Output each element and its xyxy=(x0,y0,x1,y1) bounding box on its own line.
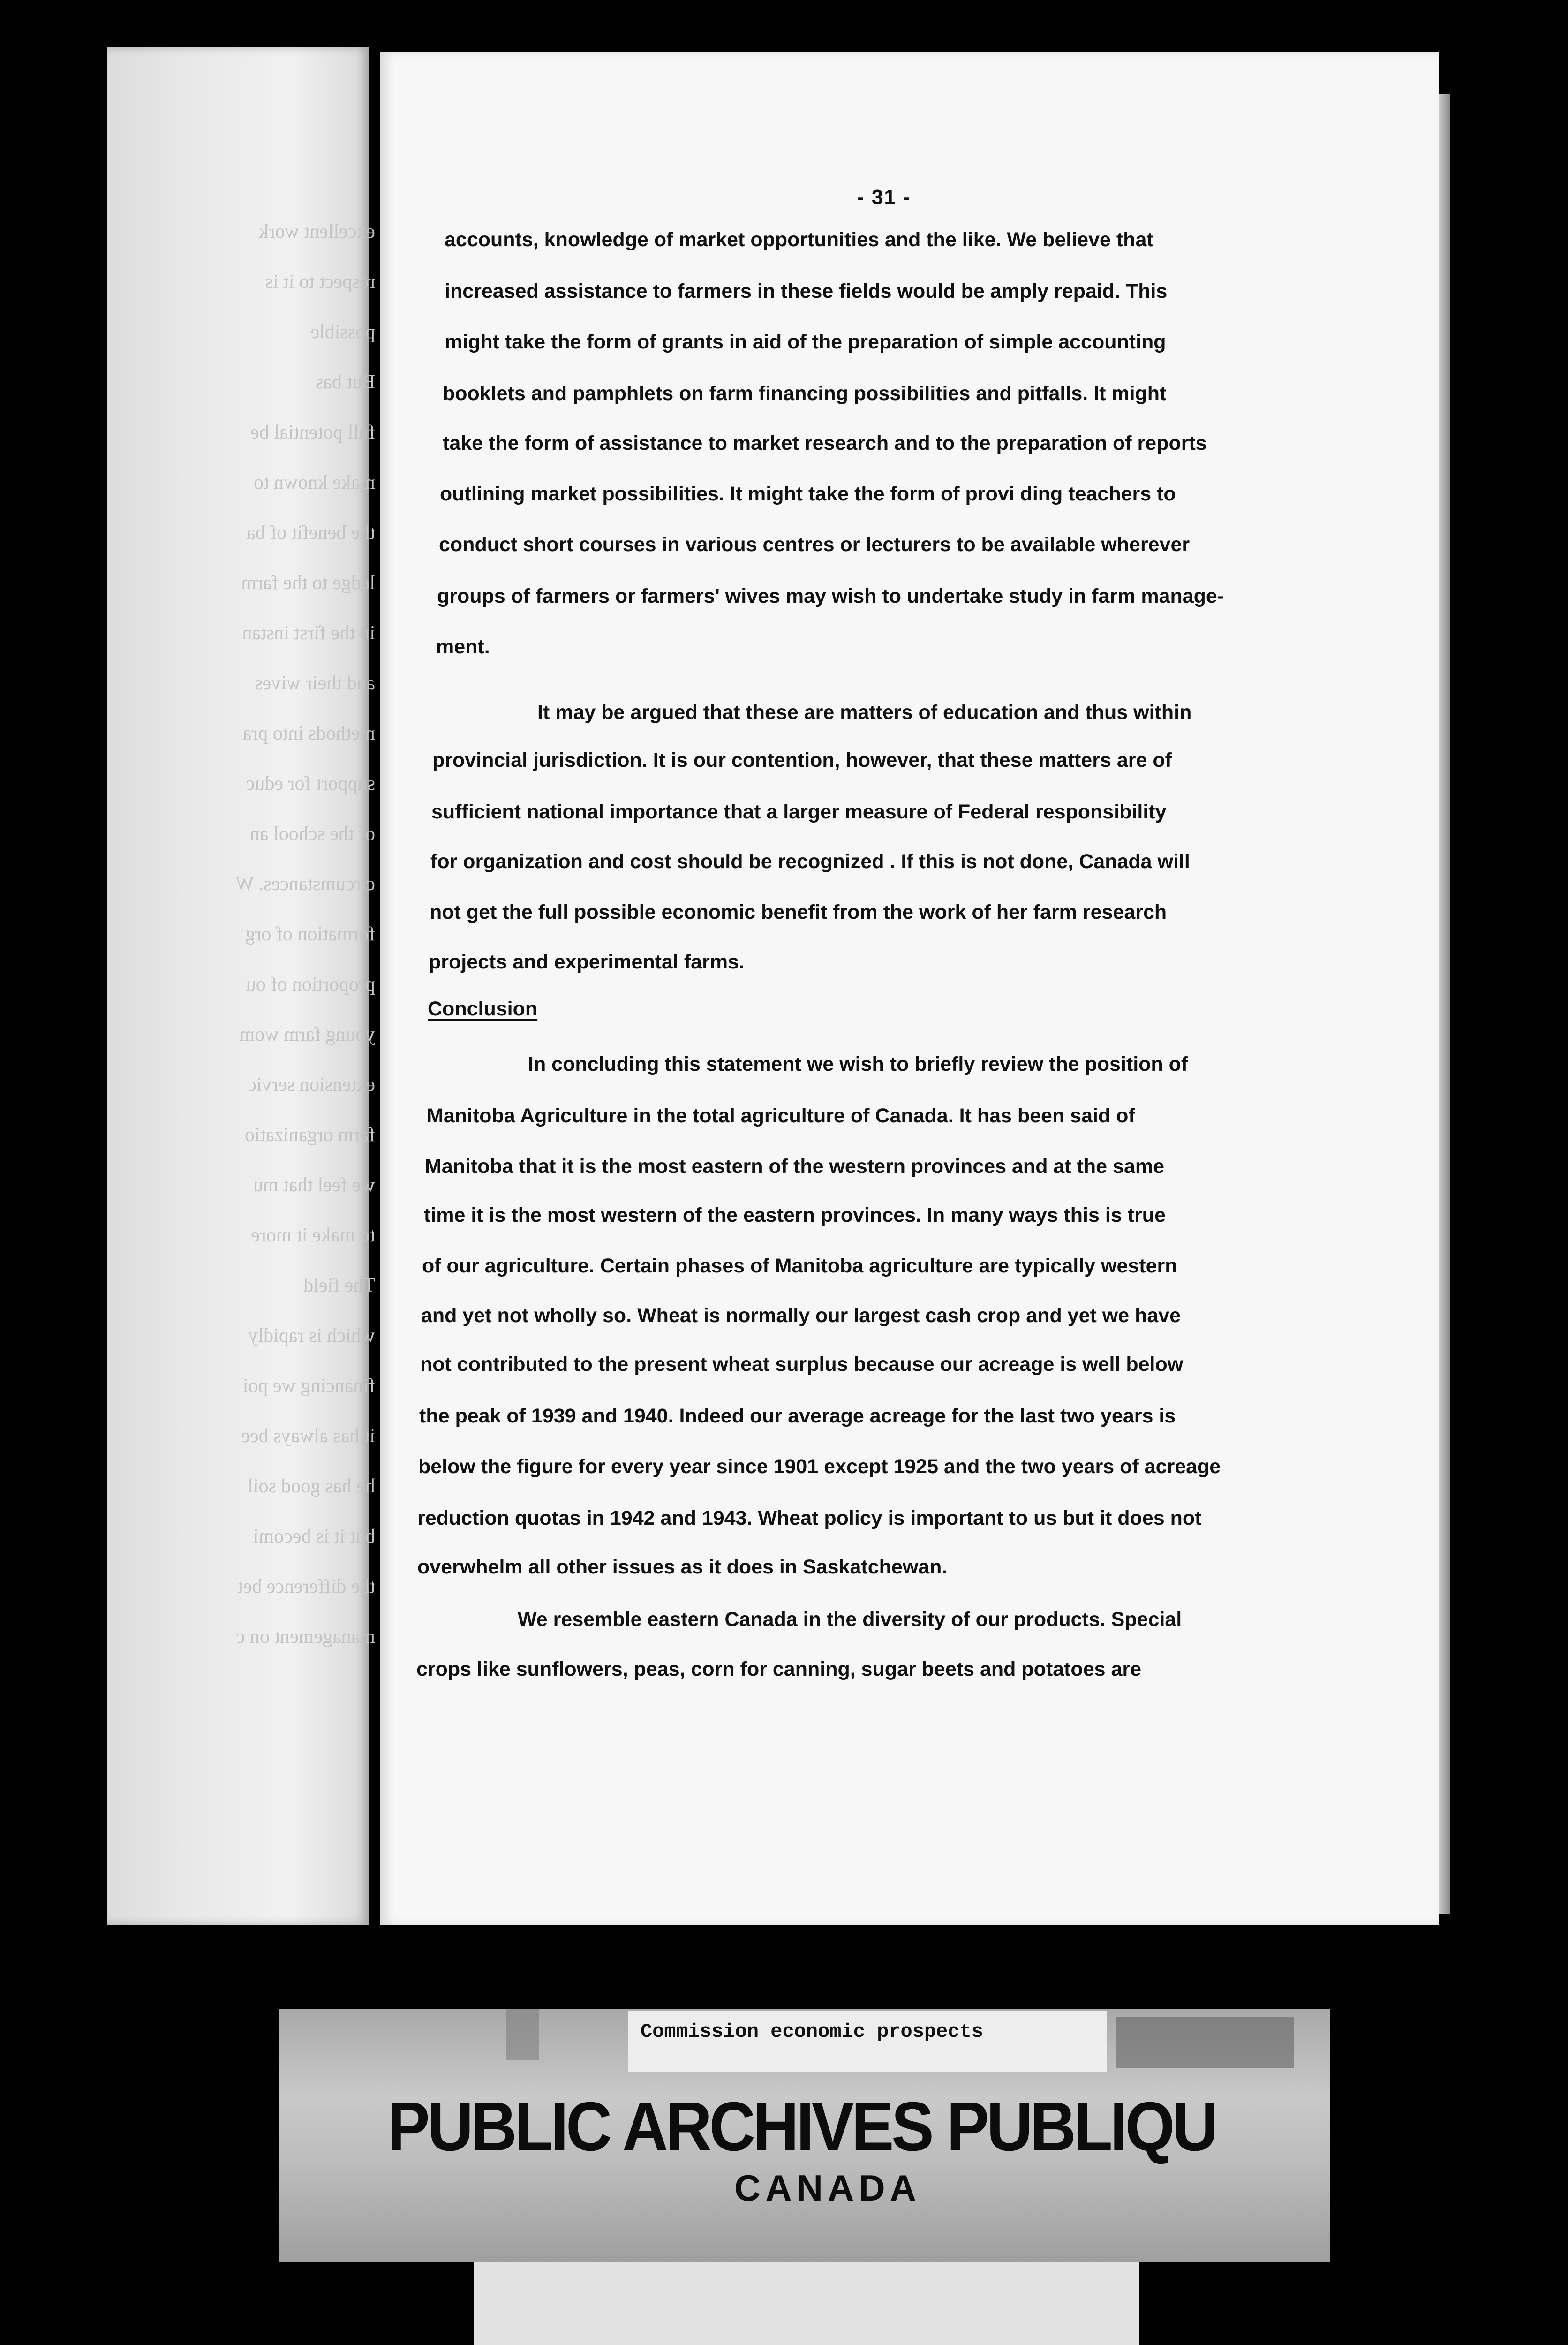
ghost-text-line: to make it more xyxy=(251,1225,375,1246)
text-line: projects and experimental farms. xyxy=(429,951,745,973)
ghost-text-line: possible xyxy=(310,321,375,343)
text-line: sufficient national importance that a larger measure of Federal responsibility xyxy=(431,801,1167,823)
ghost-text-line: But bas xyxy=(315,371,375,393)
label-tear xyxy=(1116,2017,1294,2068)
archive-title: PUBLIC ARCHIVES PUBLIQU xyxy=(387,2088,1216,2165)
text-line: booklets and pamphlets on farm financing possibilities and pitfalls. It might xyxy=(443,382,1167,405)
text-line: and yet not wholly so. Wheat is normally our largest cash crop and yet we have xyxy=(421,1304,1181,1327)
page-number: - 31 - xyxy=(857,186,911,209)
page-edge xyxy=(1439,94,1450,1914)
ghost-text-line: financing we poi xyxy=(242,1375,375,1397)
ghost-text-line: respect to it is xyxy=(265,271,375,293)
ghost-text-line: The field xyxy=(303,1275,375,1296)
ghost-text-line: we feel that mu xyxy=(253,1174,375,1196)
text-line: conduct short courses in various centres or lecturers to be available wherever xyxy=(439,533,1190,556)
text-line: increased assistance to farmers in these fields would be amply repaid. This xyxy=(445,280,1168,303)
ghost-text-line: proportion of ou xyxy=(246,974,375,995)
ghost-text-line: but it is becomi xyxy=(253,1526,375,1547)
ghost-text-line: it has always bee xyxy=(241,1425,375,1447)
text-line: crops like sunflowers, peas, corn for canning, sugar beets and potatoes are xyxy=(416,1658,1142,1680)
text-line: Manitoba that it is the most eastern of the western provinces and at the same xyxy=(425,1155,1165,1178)
ghost-text-line: in the first instan xyxy=(242,622,375,644)
text-line: might take the form of grants in aid of the preparation of simple accounting xyxy=(445,331,1166,353)
ghost-text-line: farm organizatio xyxy=(245,1124,375,1146)
archive-label-tab xyxy=(474,2262,1139,2345)
ghost-text-line: of the school an xyxy=(249,823,375,845)
text-line: outlining market possibilities. It might take the form of provi ding teachers to xyxy=(440,483,1176,505)
text-line: groups of farmers or farmers' wives may wish to undertake study in farm manage- xyxy=(437,585,1224,607)
text-line: We resemble eastern Canada in the diversity of our products. Special xyxy=(518,1608,1182,1631)
ghost-text-line: formation of org xyxy=(245,923,375,945)
text-line: for organization and cost should be recognized . If this is not done, Canada will xyxy=(430,850,1190,873)
text-line: time it is the most western of the eastern provinces. In many ways this is true xyxy=(424,1204,1166,1226)
ghost-text-line: the benefit of ba xyxy=(246,522,375,544)
text-line: ment. xyxy=(436,635,490,658)
ghost-text-line: circumstances. W xyxy=(235,873,375,895)
text-line: reduction quotas in 1942 and 1943. Wheat policy is important to us but it does not xyxy=(417,1507,1202,1529)
text-line: not get the full possible economic benefit from the work of her farm research xyxy=(430,901,1167,923)
text-line: Manitoba Agriculture in the total agriculture of Canada. It has been said of xyxy=(427,1104,1135,1127)
archive-country: CANADA xyxy=(734,2167,921,2209)
ghost-text-line: methods into pra xyxy=(242,723,375,744)
ghost-text-line: support for educ xyxy=(246,773,375,794)
text-line: of our agriculture. Certain phases of Manitoba agriculture are typically western xyxy=(422,1255,1177,1277)
label-tear xyxy=(506,2009,539,2060)
ghost-text-line: management on c xyxy=(236,1626,375,1648)
ghost-text-line: he has good soil xyxy=(248,1475,375,1497)
text-line: take the form of assistance to market research and to the preparation of reports xyxy=(443,432,1207,454)
text-line: below the figure for every year since 1901 except 1925 and the two years of acreage xyxy=(418,1455,1221,1478)
ghost-text-line: excellent work xyxy=(258,221,375,242)
archive-caption: Commission economic prospects xyxy=(641,2020,983,2043)
text-line: overwhelm all other issues as it does in Saskatchewan. xyxy=(417,1556,948,1578)
section-heading: Conclusion xyxy=(428,998,538,1020)
text-line: accounts, knowledge of market opportunities and the like. We believe that xyxy=(445,228,1153,251)
text-line: provincial jurisdiction. It is our contention, however, that these matters are of xyxy=(432,749,1172,772)
ghost-text-line: the difference bet xyxy=(237,1576,375,1597)
ghost-text-line: ledge to the farm xyxy=(241,572,375,594)
text-line: In concluding this statement we wish to briefly review the position of xyxy=(528,1053,1188,1075)
ghost-text-line: full potential be xyxy=(250,422,375,443)
ghost-text-line: which is rapidly xyxy=(248,1325,375,1346)
text-line: the peak of 1939 and 1940. Indeed our average acreage for the last two years is xyxy=(419,1405,1176,1427)
ghost-text-line: and their wives xyxy=(255,673,375,694)
ghost-text-line: young farm wom xyxy=(239,1024,375,1045)
ghost-text-line: make known to xyxy=(254,472,375,493)
ghost-text-line: extension servic xyxy=(248,1074,375,1096)
text-line: It may be argued that these are matters of education and thus within xyxy=(537,701,1192,724)
text-line: not contributed to the present wheat surplus because our acreage is well below xyxy=(420,1353,1184,1376)
